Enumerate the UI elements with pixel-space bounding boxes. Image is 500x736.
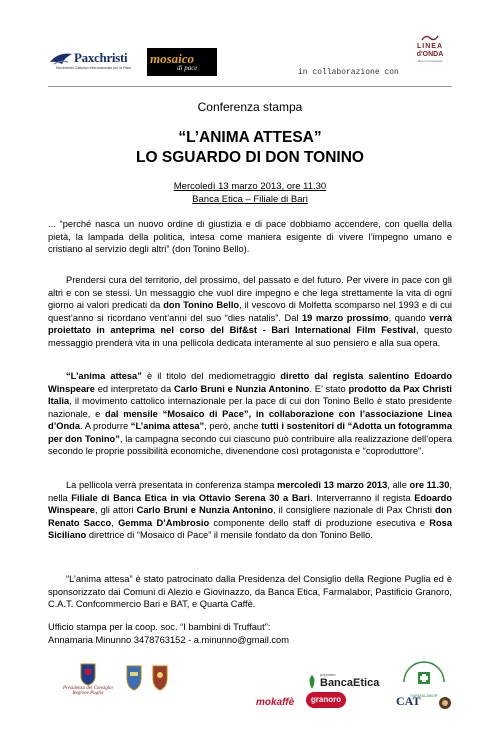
shield-icon [124, 662, 144, 692]
press-office-contact [48, 621, 452, 646]
linea-top: LINEA [417, 43, 443, 50]
paragraph-intro: Prendersi cura del territorio, del prossimo, del passato e del futuro. Per vivere in pace con gli altri e con se stessi. Un messaggio che vuol dire impegno e che lega strettamente la vita di ogni giorno ai valori predicati da don Tonino Bello, il vescovo di Molfetta scomparso nel 1993 e di cui quest’anno si ricordano vent’anni del suo “dies natalis”. Dal 19 marzo prossimo, quando verrà proiettato in anteprima nel corso del Bif&st - Bari International Film Festival, questo messaggio prenderà vita in una pellicola dedicata interamente al suo pensiero e alla sua opera. [48, 275, 453, 348]
quarta-caffe-logo [438, 696, 452, 710]
granoro-name: granoro [306, 692, 346, 708]
paragraph-sponsors: “L’anima attesa” è stato patrocinato dalla Presidenza del Consiglio della Regione Puglia ed è sponsorizzato dai Comuni di Alezio e Giovinazzo, da Banca Etica, Farmalabor, Pastificio Granoro, C.A.T. Confcommercio Bari e BAT, e Quarta Caffè. [48, 574, 452, 609]
comune-alezio-logo [124, 662, 144, 692]
mosaico-sub: di pace [177, 64, 198, 72]
cat-logo [396, 694, 436, 716]
coat-of-arms-icon [79, 662, 97, 686]
event-info [0, 180, 500, 206]
cat-name: CAT [396, 694, 421, 708]
linea-mid: d'ONDA [416, 51, 444, 58]
granoro-logo [306, 692, 350, 714]
paxchristi-name: Paxchristi [74, 50, 128, 65]
linea-donda-logo [412, 33, 448, 73]
dove-icon [48, 48, 76, 68]
event-date: Mercoledì 13 marzo 2013, ore 11.30 [173, 181, 327, 192]
banca-etica-name: BancaEtica [320, 677, 380, 689]
paragraph-film: “L’anima attesa” è il titolo del mediometraggio diretto dal regista salentino Edoardo Winspeare ed interpretato da Carlo Bruni e Nunzia Antonino. E’ stato prodotto da Pax Christi Italia, il movimento cattolico internazionale per la pace di cui don Tonino Bello è stato presidente nazionale, e dal mensile “Mosaico di Pace”, in collaborazione con l’associazione Linea d’Onda. A produrre “L’anima attesa”, però, anche tutti i sostenitori di “Adotta un fotogramma per don Tonino”, la campagna secondo cui ciascuno può contribuire alla realizzazione dell’opera secondo le proprie possibilità economiche, divenendone così protagonista e “coproduttore”. [48, 371, 453, 456]
regione-puglia-logo [60, 662, 116, 708]
paxchristi-logo [48, 48, 140, 76]
mosaico-word: mosaico [150, 51, 195, 66]
linea-sub: idee in movimento [417, 59, 443, 63]
coffee-cup-icon [438, 696, 452, 710]
leaf-icon [306, 674, 318, 690]
shield-icon [150, 662, 170, 692]
mokaffe-logo: mokaffè [256, 697, 295, 708]
document-title [0, 128, 500, 168]
banca-etica-logo [306, 672, 380, 694]
wave-icon [421, 33, 439, 43]
farmalabor-logo [396, 660, 452, 698]
header-divider [48, 86, 452, 87]
paragraph-conference: La pellicola verrà presentata in conferenza stampa mercoledì 13 marzo 2013, alle ore 11.30, nella Filiale di Banca Etica in via Ottavio Serena 30 a Bari. Interverranno il regista Edoardo Winspeare, gli attori Carlo Bruni e Nunzia Antonino, il consigliere nazionale di Pax Christi don Renato Sacco, Gemma D’Ambrosio componente dello staff di produzione esecutiva e Rosa Siciliano direttrice di “Mosaico di Pace” il mensile fondato da don Tonino Bello. [48, 480, 453, 540]
title-line-1: “L’ANIMA ATTESA” [178, 129, 322, 146]
title-line-2: LO SGUARDO DI DON TONINO [136, 149, 364, 166]
comune-giovinazzo-logo [150, 662, 170, 692]
banca-etica-small: popolare [320, 672, 336, 677]
press-office-email: Annamaria Minunno 3478763152 - a.minunno@gmail.com [48, 634, 289, 645]
press-conference-kicker: Conferenza stampa [197, 100, 303, 114]
paragraph-quote: ... “perché nasca un nuovo ordine di giustizia e di pace dobbiamo accendere, con quella della pietà, la lampada della politica, intesa come maniera esigente di vivere l’impegno umano e cristiano al servizio degli altri” (don Tonino Bello). [48, 219, 452, 254]
farmalabor-name: FARMALABOR [410, 693, 438, 698]
farmalabor-icon [396, 660, 452, 690]
regione-puglia-text: Presidenza del Consiglio Regione Puglia [62, 686, 114, 696]
collaboration-text: in collaborazione con [298, 68, 399, 77]
event-venue: Banca Etica – Filiale di Bari [192, 194, 308, 205]
mosaico-logo [147, 48, 217, 76]
paxchristi-subtitle: Movimento Cattolico Internazionale per la Pace [56, 66, 132, 70]
press-office-line: Ufficio stampa per la coop. soc. “I bambini di Truffaut”: [48, 622, 271, 632]
